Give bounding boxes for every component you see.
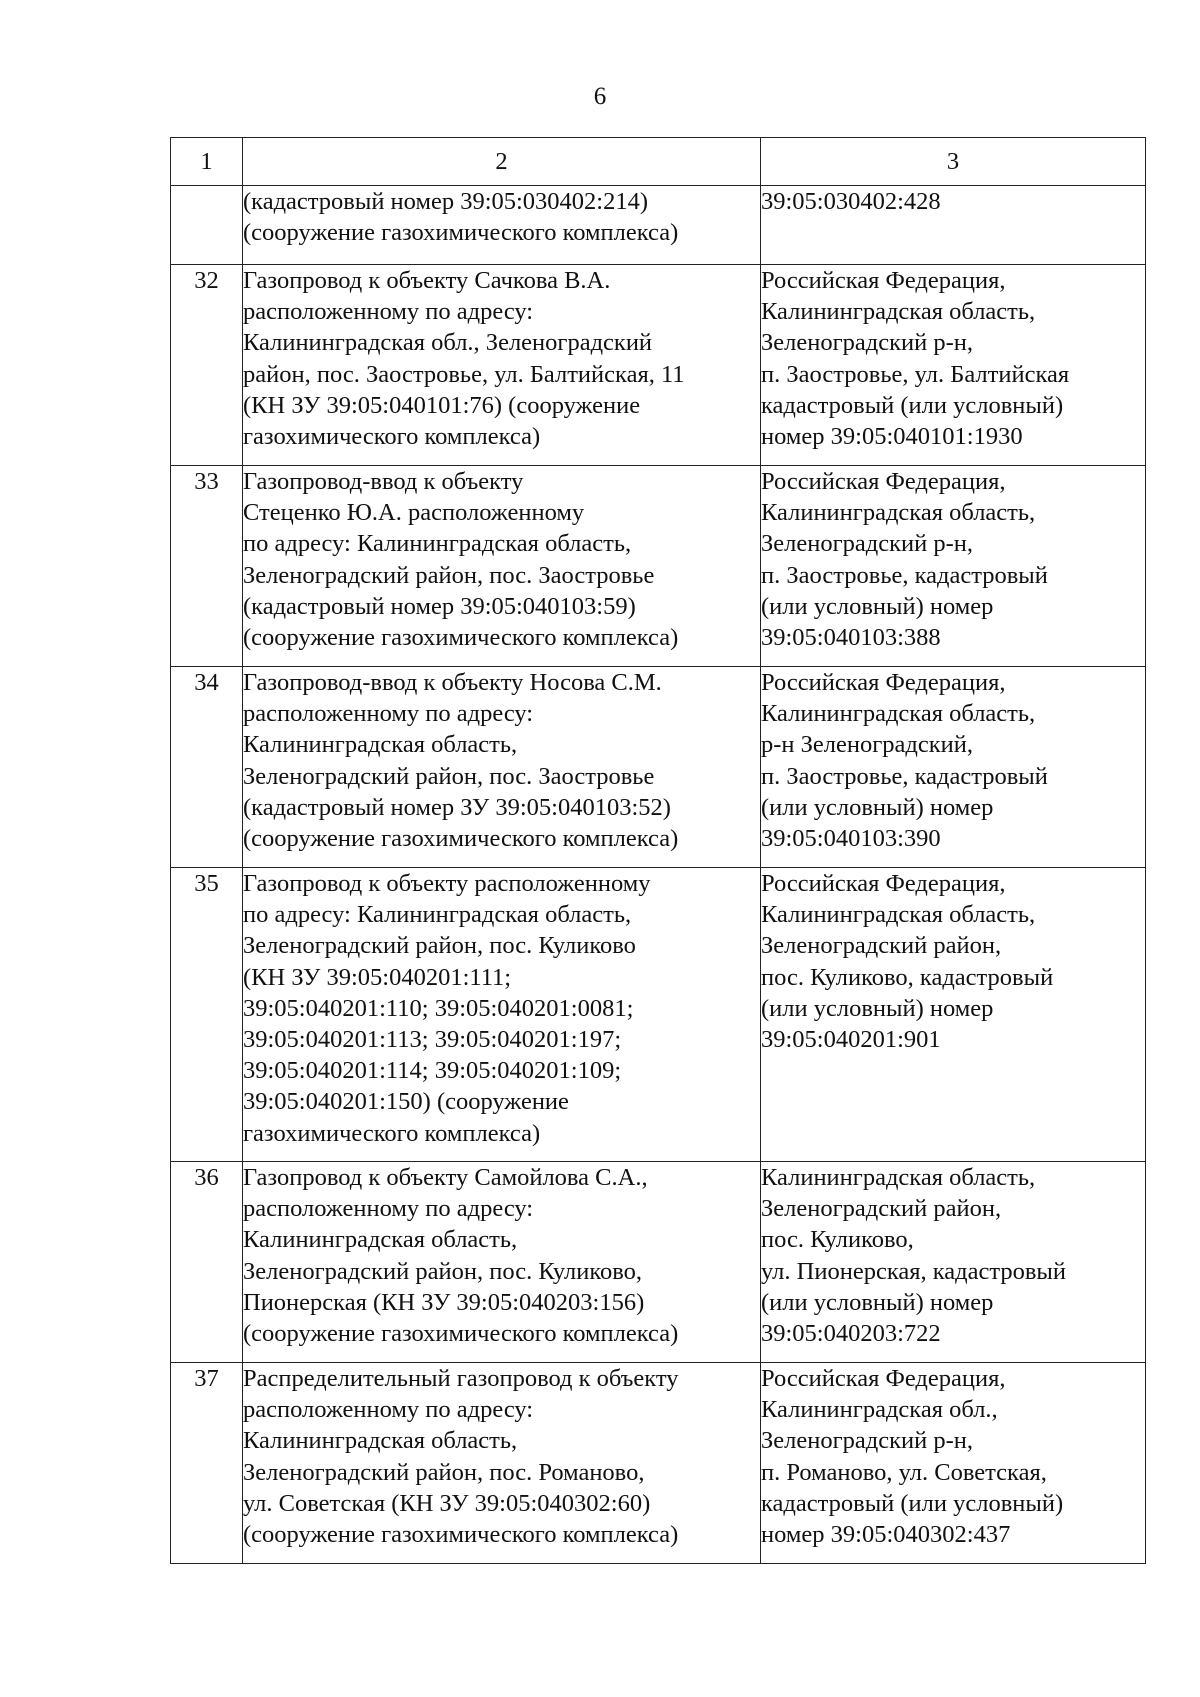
object-description bbox=[243, 265, 761, 466]
description-line: (сооружение газохимического комплекса) bbox=[243, 624, 679, 652]
location-line: Российская Федерация, bbox=[761, 468, 1006, 495]
table-row bbox=[171, 667, 1146, 868]
column-header-description: 2 bbox=[243, 138, 761, 186]
row-number: 36 bbox=[171, 1162, 243, 1363]
location-line: 39:05:040103:390 bbox=[761, 825, 941, 853]
description-line: газохимического комплекса) bbox=[243, 423, 541, 451]
description-line: (сооружение газохимического комплекса) bbox=[243, 1320, 679, 1348]
description-line: Калининградская область, bbox=[243, 1226, 518, 1254]
location-line: п. Заостровье, ул. Балтийская bbox=[761, 360, 1070, 388]
description-line: Калининградская обл., Зеленоградский bbox=[243, 329, 653, 357]
description-line: 39:05:040201:150) (сооружение bbox=[243, 1088, 569, 1116]
description-line: Газопровод к объекту Сачкова В.А. bbox=[243, 267, 611, 294]
object-location bbox=[761, 186, 1146, 265]
location-line: ул. Пионерская, кадастровый bbox=[761, 1257, 1067, 1285]
location-line: 39:05:040103:388 bbox=[761, 624, 941, 652]
table-row bbox=[171, 1363, 1146, 1564]
location-line: Зеленоградский р-н, bbox=[761, 1427, 974, 1455]
description-line: Распределительный газопровод к объекту bbox=[243, 1365, 679, 1392]
description-line: (КН ЗУ 39:05:040201:111; bbox=[243, 963, 512, 991]
location-line: 39:05:040203:722 bbox=[761, 1320, 941, 1348]
object-location bbox=[761, 667, 1146, 868]
location-line: п. Заостровье, кадастровый bbox=[761, 762, 1048, 790]
description-line: расположенному по адресу: bbox=[243, 700, 534, 728]
table-row bbox=[171, 265, 1146, 466]
object-description bbox=[243, 667, 761, 868]
location-line: (или условный) номер bbox=[761, 994, 994, 1022]
location-line: (или условный) номер bbox=[761, 592, 994, 620]
location-line: номер 39:05:040302:437 bbox=[761, 1521, 1011, 1549]
description-line: (кадастровый номер ЗУ 39:05:040103:52) bbox=[243, 793, 671, 821]
description-line: по адресу: Калининградская область, bbox=[243, 901, 632, 929]
registry-table bbox=[170, 137, 1146, 1564]
object-description bbox=[243, 186, 761, 265]
description-line: (кадастровый номер 39:05:040103:59) bbox=[243, 592, 636, 620]
location-line: номер 39:05:040101:1930 bbox=[761, 423, 1023, 451]
column-header-number: 1 bbox=[171, 138, 243, 186]
location-line: кадастровый (или условный) bbox=[761, 1489, 1064, 1517]
object-location bbox=[761, 1162, 1146, 1363]
table-row bbox=[171, 186, 1146, 265]
description-line: расположенному по адресу: bbox=[243, 298, 534, 326]
description-line: Зеленоградский район, пос. Заостровье bbox=[243, 762, 655, 790]
description-line: ул. Советская (КН ЗУ 39:05:040302:60) bbox=[243, 1489, 651, 1517]
location-line: Российская Федерация, bbox=[761, 870, 1006, 897]
row-number: 32 bbox=[171, 265, 243, 466]
location-line: Российская Федерация, bbox=[761, 1365, 1006, 1392]
row-number: 37 bbox=[171, 1363, 243, 1564]
description-line: Зеленоградский район, пос. Заостровье bbox=[243, 561, 655, 589]
location-line: п. Заостровье, кадастровый bbox=[761, 561, 1048, 589]
description-line: 39:05:040201:114; 39:05:040201:109; bbox=[243, 1057, 622, 1085]
location-line: пос. Куликово, bbox=[761, 1226, 914, 1254]
description-line: Газопровод-ввод к объекту bbox=[243, 468, 524, 495]
row-number: 33 bbox=[171, 466, 243, 667]
description-line: Газопровод-ввод к объекту Носова С.М. bbox=[243, 669, 662, 696]
object-location bbox=[761, 265, 1146, 466]
table-row bbox=[171, 868, 1146, 1162]
object-description bbox=[243, 466, 761, 667]
location-line: Калининградская область, bbox=[761, 499, 1036, 527]
description-line: 39:05:040201:110; 39:05:040201:0081; bbox=[243, 994, 634, 1022]
location-line: кадастровый (или условный) bbox=[761, 391, 1064, 419]
table-row bbox=[171, 466, 1146, 667]
location-line: п. Романово, ул. Советская, bbox=[761, 1458, 1047, 1486]
row-number bbox=[171, 186, 243, 265]
description-line: (сооружение газохимического комплекса) bbox=[243, 825, 679, 853]
location-line: Калининградская область, bbox=[761, 1164, 1036, 1191]
description-line: расположенному по адресу: bbox=[243, 1195, 534, 1223]
location-line: Калининградская область, bbox=[761, 298, 1036, 326]
description-line: расположенному по адресу: bbox=[243, 1396, 534, 1424]
description-line: Калининградская область, bbox=[243, 731, 518, 759]
row-number: 34 bbox=[171, 667, 243, 868]
location-line: Калининградская обл., bbox=[761, 1396, 998, 1424]
page-number: 6 bbox=[593, 83, 607, 110]
column-header-location: 3 bbox=[761, 138, 1146, 186]
object-location bbox=[761, 868, 1146, 1162]
description-line: по адресу: Калининградская область, bbox=[243, 530, 632, 558]
location-line: Калининградская область, bbox=[761, 700, 1036, 728]
location-line: (или условный) номер bbox=[761, 1288, 994, 1316]
description-line: газохимического комплекса) bbox=[243, 1119, 541, 1147]
description-line: Газопровод к объекту расположенному bbox=[243, 870, 651, 897]
description-line: район, пос. Заостровье, ул. Балтийская, 11 bbox=[243, 360, 685, 388]
object-location bbox=[761, 1363, 1146, 1564]
description-line: Зеленоградский район, пос. Романово, bbox=[243, 1458, 645, 1486]
table-header-row bbox=[171, 138, 1146, 186]
location-line: Зеленоградский район, bbox=[761, 1195, 1002, 1223]
object-description bbox=[243, 1162, 761, 1363]
location-line: Российская Федерация, bbox=[761, 669, 1006, 696]
object-description bbox=[243, 868, 761, 1162]
description-line: Зеленоградский район, пос. Куликово, bbox=[243, 1257, 643, 1285]
row-number: 35 bbox=[171, 868, 243, 1162]
location-line: Российская Федерация, bbox=[761, 267, 1006, 294]
description-line: Калининградская область, bbox=[243, 1427, 518, 1455]
location-line: Зеленоградский район, bbox=[761, 932, 1002, 960]
object-description bbox=[243, 1363, 761, 1564]
description-line: Зеленоградский район, пос. Куликово bbox=[243, 932, 636, 960]
description-line: Стеценко Ю.А. расположенному bbox=[243, 499, 585, 527]
location-line: (или условный) номер bbox=[761, 793, 994, 821]
description-line: (сооружение газохимического комплекса) bbox=[243, 219, 679, 247]
description-line: Пионерская (КН ЗУ 39:05:040203:156) bbox=[243, 1288, 645, 1316]
location-line: 39:05:030402:428 bbox=[761, 188, 941, 215]
description-line: (КН ЗУ 39:05:040101:76) (сооружение bbox=[243, 391, 641, 419]
location-line: Калининградская область, bbox=[761, 901, 1036, 929]
location-line: Зеленоградский р-н, bbox=[761, 329, 974, 357]
description-line: Газопровод к объекту Самойлова С.А., bbox=[243, 1164, 648, 1191]
location-line: пос. Куликово, кадастровый bbox=[761, 963, 1054, 991]
description-line: (сооружение газохимического комплекса) bbox=[243, 1521, 679, 1549]
location-line: 39:05:040201:901 bbox=[761, 1026, 941, 1054]
location-line: р-н Зеленоградский, bbox=[761, 731, 974, 759]
table-row bbox=[171, 1162, 1146, 1363]
object-location bbox=[761, 466, 1146, 667]
location-line: Зеленоградский р-н, bbox=[761, 530, 974, 558]
description-line: 39:05:040201:113; 39:05:040201:197; bbox=[243, 1026, 622, 1054]
description-line: (кадастровый номер 39:05:030402:214) bbox=[243, 188, 649, 215]
